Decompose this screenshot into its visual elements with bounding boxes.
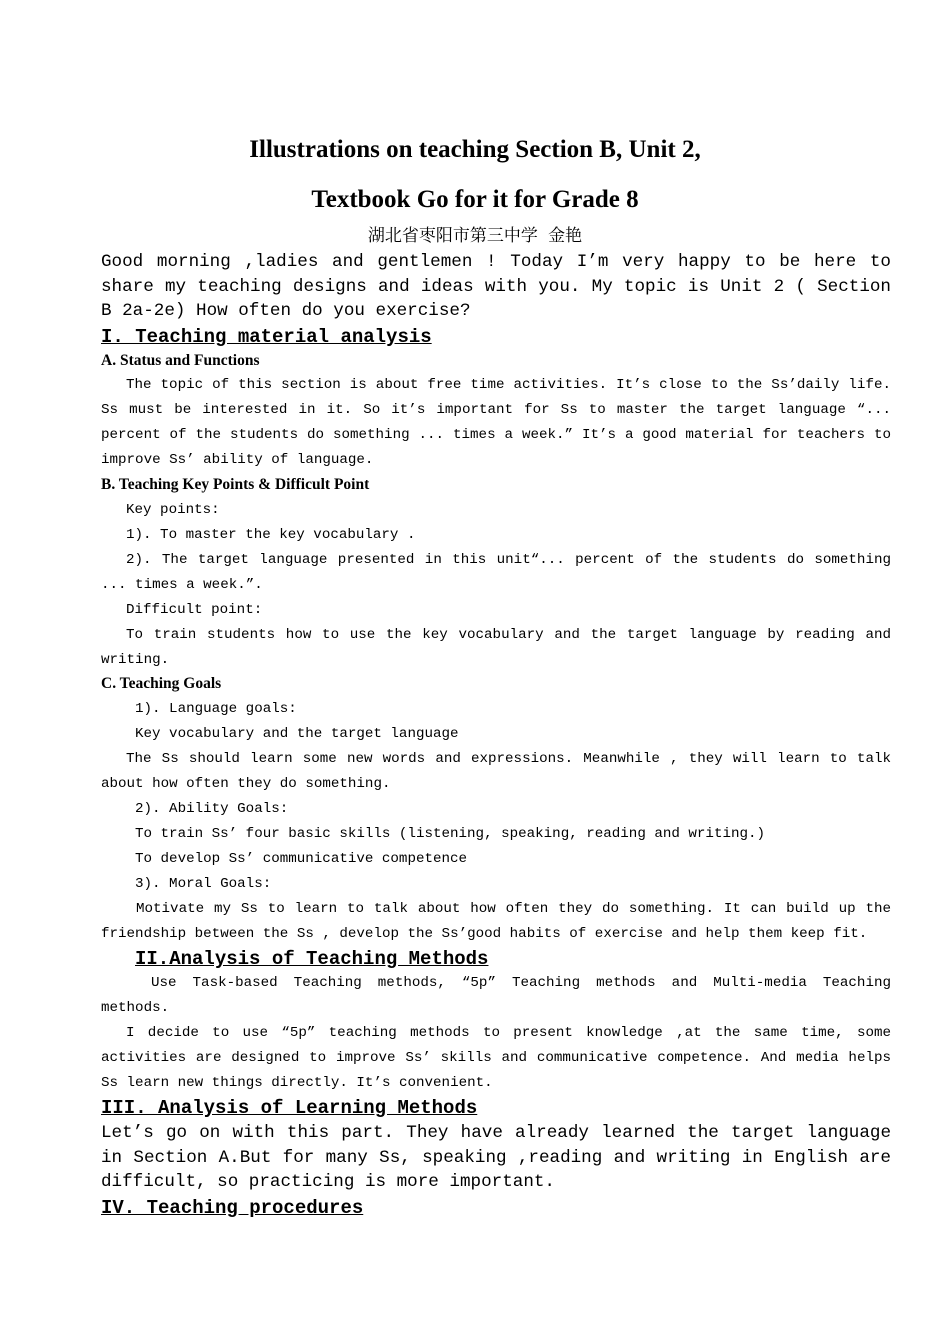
author-line: 湖北省枣阳市第三中学 金艳: [367, 226, 583, 246]
document-title-line1: Illustrations on teaching Section B, Unit 2,: [249, 136, 701, 163]
subsection-c-title: C. Teaching Goals: [101, 675, 222, 692]
learning-methods-paragraph: Let’s go on with this part. They have already learned the target language in Section A.But for many Ss, speaking ,reading and writing in English are difficult, so practicing is more important.: [101, 1123, 891, 1193]
status-functions-paragraph: The topic of this section is about free time activities. It’s close to the Ss’daily life. Ss must be interested in it. So it’s important for Ss to master the target language “... percent of the students do something ... times a week.” It’s a good material for teachers to improve Ss’ ability of language.: [101, 377, 891, 468]
ability-goals-line2: To develop Ss’ communicative competence: [135, 851, 468, 867]
section4-heading: IV. Teaching procedures: [101, 1197, 364, 1219]
key-points-label: Key points:: [126, 502, 220, 518]
key-point-1: 1). To master the key vocabulary .: [126, 527, 416, 543]
moral-goals-label: 3). Moral Goals:: [135, 876, 272, 892]
moral-goals-text: Motivate my Ss to learn to talk about how often they do something. It can build up the friendship between the Ss , develop the Ss’good habits of exercise and help them keep fit.: [101, 901, 891, 942]
difficult-point-label: Difficult point:: [126, 602, 263, 618]
subsection-b-title: B. Teaching Key Points & Difficult Point: [101, 476, 370, 493]
teaching-methods-paragraph-2: I decide to use “5p” teaching methods to present knowledge ,at the same time, some activities are designed to improve Ss’ skills and communicative competence. And media helps Ss learn new things directly. It’s convenient.: [101, 1025, 891, 1091]
section2-heading: II.Analysis of Teaching Methods: [135, 948, 489, 970]
subsection-a-title: A. Status and Functions: [101, 352, 260, 369]
language-goals-line: Key vocabulary and the target language: [135, 726, 459, 742]
key-point-2: 2). The target language presented in this unit“... percent of the students do something ... times a week.”.: [101, 552, 891, 593]
teaching-methods-paragraph-1: Use Task-based Teaching methods, “5p” Teaching methods and Multi-media Teaching methods.: [101, 975, 891, 1016]
section3-heading: III. Analysis of Learning Methods: [101, 1097, 478, 1119]
document-title-line2: Textbook Go for it for Grade 8: [311, 186, 639, 213]
section1-heading: I. Teaching material analysis: [101, 326, 432, 348]
language-goals-label: 1). Language goals:: [135, 701, 297, 717]
intro-paragraph: Good morning ,ladies and gentlemen ! Today I’m very happy to be here to share my teaching designs and ideas with you. My topic is Unit 2 ( Section B 2a-2e) How often do you exercise?: [101, 252, 891, 322]
ability-goals-line1: To train Ss’ four basic skills (listening, speaking, reading and writing.): [135, 826, 766, 842]
ability-goals-label: 2). Ability Goals:: [135, 801, 289, 817]
language-goals-text: The Ss should learn some new words and expressions. Meanwhile , they will learn to talk about how often they do something.: [101, 751, 891, 792]
difficult-point-text: To train students how to use the key vocabulary and the target language by reading and writing.: [101, 627, 891, 668]
